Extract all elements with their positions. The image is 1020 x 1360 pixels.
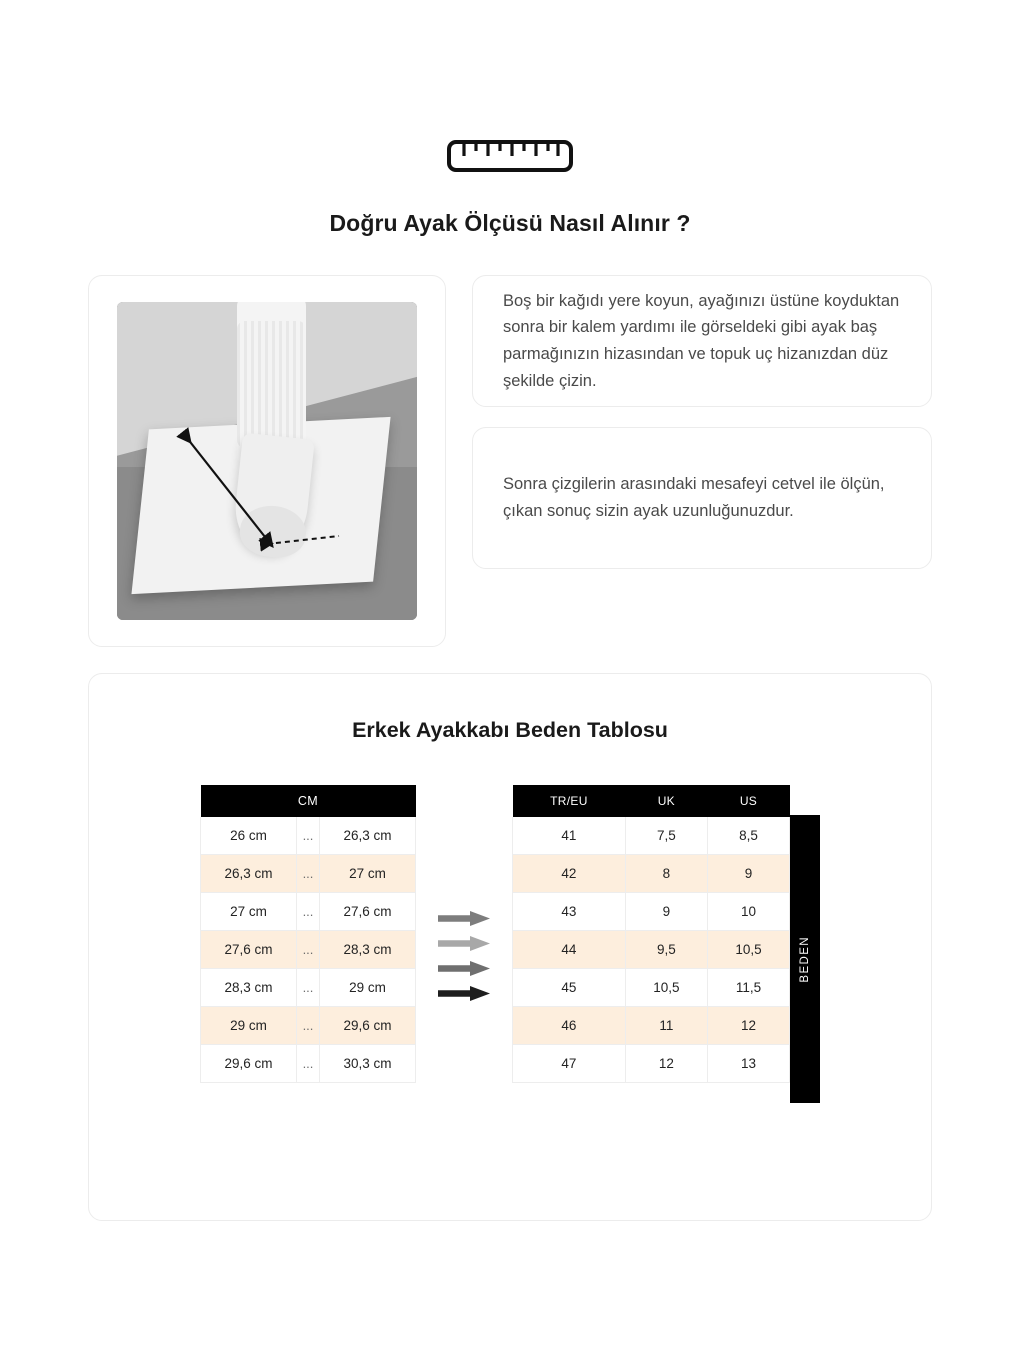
size-tr-eu: 45: [513, 969, 626, 1007]
beden-side-label: [790, 815, 820, 1103]
conversion-arrows: [416, 785, 512, 1001]
cm-separator: ...: [296, 969, 319, 1007]
size-tr-eu: 42: [513, 855, 626, 893]
beden-side-label-text: BEDEN: [799, 935, 811, 983]
measurement-arrow-overlay: [117, 302, 417, 620]
instruction-card-2: [472, 427, 932, 569]
table-row: [201, 855, 416, 893]
cm-separator: ...: [296, 1007, 319, 1045]
cm-from: 26 cm: [201, 817, 297, 855]
size-uk: 9: [625, 893, 707, 931]
measurement-photo: [117, 302, 417, 620]
size-us: 11,5: [707, 969, 789, 1007]
instruction-text-2: Sonra çizgilerin arasındaki mesafeyi cetvel ile ölçün, çıkan sonuç sizin ayak uzunluğunuzdur.: [503, 475, 885, 520]
cm-from: 27 cm: [201, 893, 297, 931]
cm-separator: ...: [296, 931, 319, 969]
size-table-header-tr-eu: TR/EU: [513, 785, 626, 817]
cm-table-header: CM: [201, 785, 416, 817]
size-table-header-row: [513, 785, 790, 817]
size-table-header-us: US: [707, 785, 789, 817]
cm-to: 29 cm: [320, 969, 416, 1007]
arrow-right-icon: [438, 936, 490, 951]
table-row: [513, 817, 790, 855]
size-us: 8,5: [707, 817, 789, 855]
size-tr-eu: 41: [513, 817, 626, 855]
size-us: 12: [707, 1007, 789, 1045]
instructions-row: [88, 275, 932, 647]
size-uk: 9,5: [625, 931, 707, 969]
size-us: 13: [707, 1045, 789, 1083]
cm-from: 26,3 cm: [201, 855, 297, 893]
cm-to: 27 cm: [320, 855, 416, 893]
cm-to: 30,3 cm: [320, 1045, 416, 1083]
table-row: [513, 1007, 790, 1045]
cm-separator: ...: [296, 817, 319, 855]
cm-from: 27,6 cm: [201, 931, 297, 969]
cm-to: 29,6 cm: [320, 1007, 416, 1045]
table-row: [513, 969, 790, 1007]
size-uk: 7,5: [625, 817, 707, 855]
arrow-right-icon: [438, 911, 490, 926]
cm-table: [200, 785, 416, 1083]
size-tr-eu: 44: [513, 931, 626, 969]
cm-separator: ...: [296, 855, 319, 893]
page-title: Doğru Ayak Ölçüsü Nasıl Alınır ?: [329, 210, 691, 236]
table-row: [201, 969, 416, 1007]
size-conversion-table: [512, 785, 790, 1083]
table-row: [201, 1045, 416, 1083]
size-uk: 11: [625, 1007, 707, 1045]
table-row: [201, 817, 416, 855]
size-us: 9: [707, 855, 789, 893]
size-chart-card: [88, 673, 932, 1221]
cm-table-header-row: [201, 785, 416, 817]
cm-to: 28,3 cm: [320, 931, 416, 969]
size-chart-title: Erkek Ayakkabı Beden Tablosu: [352, 718, 668, 742]
measurement-photo-card: [88, 275, 446, 647]
table-row: [513, 1045, 790, 1083]
table-row: [201, 931, 416, 969]
size-uk: 8: [625, 855, 707, 893]
cm-to: 26,3 cm: [320, 817, 416, 855]
table-row: [201, 893, 416, 931]
table-row: [513, 855, 790, 893]
table-row: [513, 931, 790, 969]
instruction-text-1: Boş bir kağıdı yere koyun, ayağınızı üstüne koyduktan sonra bir kalem yardımı ile görseldeki gibi ayak baş parmağınızın hizasından ve topuk uç hizanızdan düz şekilde çizin.: [503, 291, 900, 390]
arrow-right-icon: [438, 961, 490, 976]
size-tr-eu: 43: [513, 893, 626, 931]
ruler-icon-wrap: [88, 0, 932, 176]
size-uk: 12: [625, 1045, 707, 1083]
cm-from: 28,3 cm: [201, 969, 297, 1007]
instruction-text-column: [472, 275, 932, 569]
arrow-right-icon: [438, 986, 490, 1001]
table-row: [513, 893, 790, 931]
size-tr-eu: 46: [513, 1007, 626, 1045]
size-uk: 10,5: [625, 969, 707, 1007]
cm-from: 29 cm: [201, 1007, 297, 1045]
cm-separator: ...: [296, 1045, 319, 1083]
size-us: 10: [707, 893, 789, 931]
size-us: 10,5: [707, 931, 789, 969]
cm-from: 29,6 cm: [201, 1045, 297, 1083]
size-tables: [89, 785, 931, 1103]
cm-to: 27,6 cm: [320, 893, 416, 931]
size-table-header-uk: UK: [625, 785, 707, 817]
cm-separator: ...: [296, 893, 319, 931]
ruler-icon: [446, 136, 574, 176]
instruction-card-1: [472, 275, 932, 407]
table-row: [201, 1007, 416, 1045]
size-tr-eu: 47: [513, 1045, 626, 1083]
